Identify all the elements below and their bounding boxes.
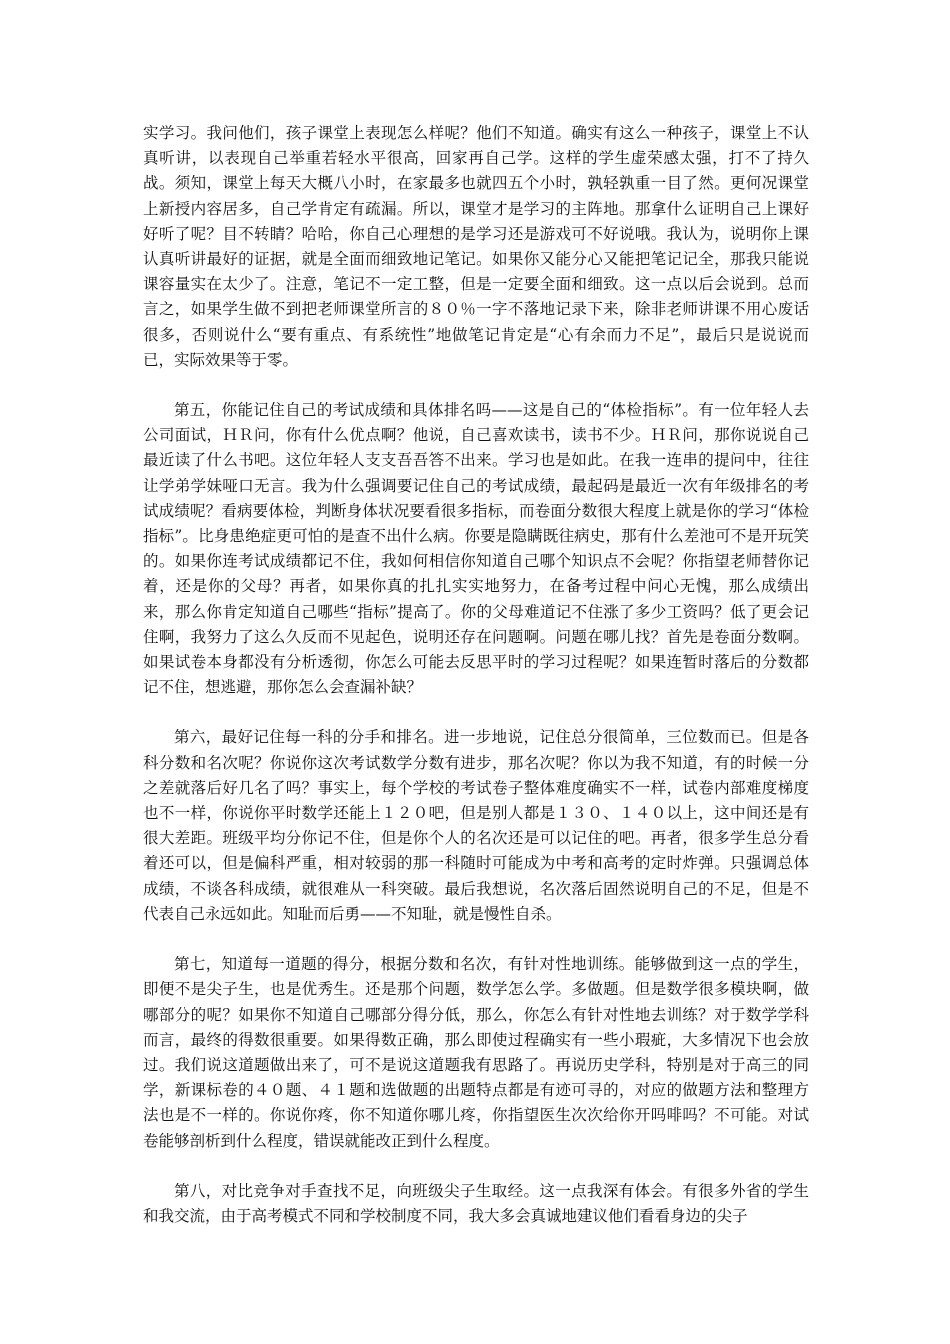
paragraph-gap	[143, 927, 809, 952]
paragraph-gap	[143, 700, 809, 725]
paragraph-gap	[143, 1154, 809, 1179]
paragraph-sixth: 第六，最好记住每一科的分手和排名。进一步地说，记住总分很简单，三位数而已。但是各科分数和名次呢？你说你这次考试数学分数有进步，那名次呢？你以为我不知道，有的时候一分之差就落后好几名了吗？事实上，每个学校的考试卷子整体难度确实不一样，试卷内部难度梯度也不一样，你说你平时数学还能上１２０吧，但是别人都是１３０、１４０以上，这中间还是有很大差距。班级平均分你记不住，但是你个人的名次还是可以记住的吧。再者，很多学生总分看着还可以，但是偏科严重，相对较弱的那一科随时可能成为中考和高考的定时炸弹。只强调总体成绩，不谈各科成绩，就很难从一科突破。最后我想说，名次落后固然说明自己的不足，但是不代表自己永远如此。知耻而后勇——不知耻，就是慢性自杀。	[143, 728, 809, 923]
paragraph-continuation: 实学习。我问他们，孩子课堂上表现怎么样呢？他们不知道。确实有这么一种孩子，课堂上不认真听讲，以表现自己举重若轻水平很高，回家再自己学。这样的学生虚荣感太强，打不了持久战。须知，课堂上每天大概八小时，在家最多也就四五个小时，孰轻孰重一目了然。更何况课堂上新授内容居多，自己学肯定有疏漏。所以，课堂才是学习的主阵地。那拿什么证明自己上课好好听了呢？目不转睛？哈哈，你自己心理想的是学习还是游戏可不好说哦。我认为，说明你上课认真听讲最好的证据，就是全面而细致地记笔记。如果你又能分心又能把笔记记全，那我只能说课容量实在太少了。注意，笔记不一定工整，但是一定要全面和细致。这一点以后会说到。总而言之，如果学生做不到把老师课堂所言的８０％一字不落地记录下来，除非老师讲课不用心废话很多，否则说什么“要有重点、有系统性”地做笔记肯定是“心有余而力不足”，最后只是说说而已，实际效果等于零。	[143, 124, 809, 369]
paragraph-seventh: 第七，知道每一道题的得分，根据分数和名次，有针对性地训练。能够做到这一点的学生，即便不是尖子生，也是优秀生。还是那个问题，数学怎么学。多做题。但是数学很多模块啊，做哪部分的呢？如果你不知道自己哪部分得分低，那么，你怎么有针对性地去训练？对于数学学科而言，最终的得数很重要。如果得数正确，那么即使过程确实有一些小瑕疵，大多情况下也会放过。我们说这道题做出来了，可不是说这道题我有思路了。再说历史学科，特别是对于高三的同学，新课标卷的４０题、４１题和选做题的出题特点都是有迹可寻的，对应的做题方法和整理方法也是不一样的。你说你疼，你不知道你哪儿疼，你指望医生次次给你开吗啡吗？不可能。对试卷能够剖析到什么程度，错误就能改正到什么程度。	[143, 955, 809, 1150]
paragraph-gap	[143, 373, 809, 398]
paragraph-eighth: 第八，对比竞争对手查找不足，向班级尖子生取经。这一点我深有体会。有很多外省的学生和我交流，由于高考模式不同和学校制度不同，我大多会真诚地建议他们看看身边的尖子	[143, 1181, 809, 1225]
paragraph-fifth: 第五，你能记住自己的考试成绩和具体排名吗——这是自己的“体检指标”。有一位年轻人去公司面试，ＨＲ问，你有什么优点啊？他说，自己喜欢读书，读书不少。ＨＲ问，那你说说自己最近读了什么书吧。这位年轻人支支吾吾答不出来。学习也是如此。在我一连串的提问中，往往让学弟学妹哑口无言。我为什么强调要记住自己的考试成绩，最起码是最近一次有年级排名的考试成绩呢？看病要体检，判断身体状况要看很多指标，而卷面分数很大程度上就是你的学习“体检指标”。比身患绝症更可怕的是查不出什么病。你要是隐瞒既往病史，那有什么差池可不是开玩笑的。如果你连考试成绩都记不住，我如何相信你知道自己哪个知识点不会呢？你指望老师替你记着，还是你的父母？再者，如果你真的扎扎实实地努力，在备考过程中问心无愧，那么成绩出来，那么你肯定知道自己哪些“指标”提高了。你的父母难道记不住涨了多少工资吗？低了更会记住啊，我努力了这么久反而不见起色，说明还存在问题啊。问题在哪儿找？首先是卷面分数啊。如果试卷本身都没有分析透彻，你怎么可能去反思平时的学习过程呢？如果连暂时落后的分数都记不住，想逃避，那你怎么会查漏补缺？	[143, 401, 809, 697]
document-body	[143, 121, 809, 1229]
